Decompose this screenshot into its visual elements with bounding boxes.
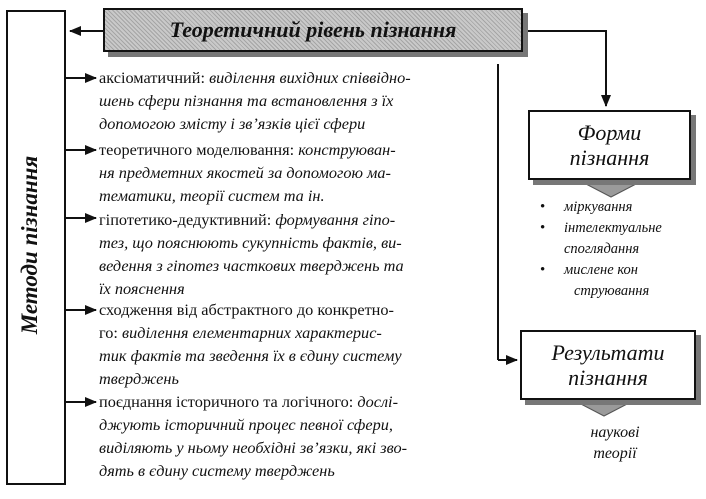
method-desc: виділяють у ньому необхідні зв’язки, які зво- xyxy=(99,438,408,457)
method-abstract-to-concrete xyxy=(99,298,491,390)
method-line xyxy=(99,298,491,321)
method-desc: ня предметних якостей за допомогою ма- xyxy=(99,163,391,182)
results-title-line2: пізнання xyxy=(568,365,648,390)
theoretical-level-title: Теоретичний рівень пізнання xyxy=(169,17,457,42)
method-line xyxy=(99,436,491,459)
method-desc: шень сфери пізнання та встановлення з їх xyxy=(99,91,394,110)
method-line xyxy=(99,459,491,482)
method-line xyxy=(99,112,491,135)
method-desc: дослі- xyxy=(357,392,399,411)
forms-down-triangle xyxy=(586,184,636,197)
method-name: поєднання історичного та логічного: xyxy=(99,392,358,411)
method-line xyxy=(99,321,491,344)
method-line xyxy=(99,254,491,277)
method-desc: джують історичний процес певної сфери, xyxy=(99,415,393,434)
forms-item-construction: струювання xyxy=(574,283,650,299)
forms-item-mental: • мислене кон xyxy=(538,260,703,281)
method-desc: їх пояснення xyxy=(99,279,185,298)
method-desc: виділення вихідних співвідно- xyxy=(209,68,411,87)
method-line xyxy=(99,390,491,413)
method-line xyxy=(99,367,491,390)
forms-item-intellectual: • інтелектуальне xyxy=(538,218,703,239)
method-line xyxy=(99,231,491,254)
method-desc: тематики, теорії систем та ін. xyxy=(99,186,325,205)
method-line xyxy=(99,66,491,89)
method-desc: ведення з гіпотез часткових тверджень та xyxy=(99,256,404,275)
method-desc: конструюван- xyxy=(298,140,396,159)
results-down-triangle xyxy=(579,403,629,416)
method-line xyxy=(99,344,491,367)
method-name: го: xyxy=(99,323,123,342)
method-name: гіпотетико-дедуктивний: xyxy=(99,210,276,229)
method-line xyxy=(99,161,491,184)
method-line xyxy=(99,138,491,161)
method-desc: допомогою змісту і зв’язків цієї сфери xyxy=(99,114,366,133)
forms-item-contemplation: споглядання xyxy=(564,241,640,257)
theoretical-level-title-box xyxy=(103,8,523,52)
method-name: сходження від абстрактного до конкретно- xyxy=(99,300,394,319)
results-text-line1: наукові xyxy=(590,424,640,441)
method-desc: виділення елементарних характерис- xyxy=(122,323,382,342)
results-title-line1: Результати xyxy=(551,340,665,365)
methods-side-label: Методи пізнання xyxy=(17,155,42,335)
results-of-cognition-box xyxy=(520,330,696,400)
method-name: теоретичного моделювання: xyxy=(99,140,299,159)
method-theoretical-modeling xyxy=(99,138,491,207)
method-name: аксіоматичний: xyxy=(99,68,210,87)
results-text xyxy=(570,422,660,464)
method-axiomatic xyxy=(99,66,491,135)
forms-item-reasoning: • міркування xyxy=(538,197,703,218)
forms-of-cognition-box xyxy=(528,110,691,180)
arrow-title-to-forms xyxy=(523,31,606,106)
method-historical-logical xyxy=(99,390,491,482)
forms-title-line2: пізнання xyxy=(569,145,650,170)
method-desc: тез, що пояснюють сукупність фактів, ви- xyxy=(99,233,402,252)
method-line xyxy=(99,89,491,112)
forms-list xyxy=(538,197,703,302)
forms-title-line1: Форми xyxy=(577,120,642,145)
method-desc: дять в єдину систему тверджень xyxy=(99,461,335,480)
method-desc: тверджень xyxy=(99,369,179,388)
method-line xyxy=(99,184,491,207)
method-hypothetico-deductive xyxy=(99,208,491,300)
method-desc: формування гіпо- xyxy=(275,210,396,229)
method-line xyxy=(99,208,491,231)
method-line xyxy=(99,413,491,436)
method-line xyxy=(99,277,491,300)
method-desc: тик фактів та зведення їх в єдину систему xyxy=(99,346,402,365)
results-text-line2: теорії xyxy=(593,445,637,462)
